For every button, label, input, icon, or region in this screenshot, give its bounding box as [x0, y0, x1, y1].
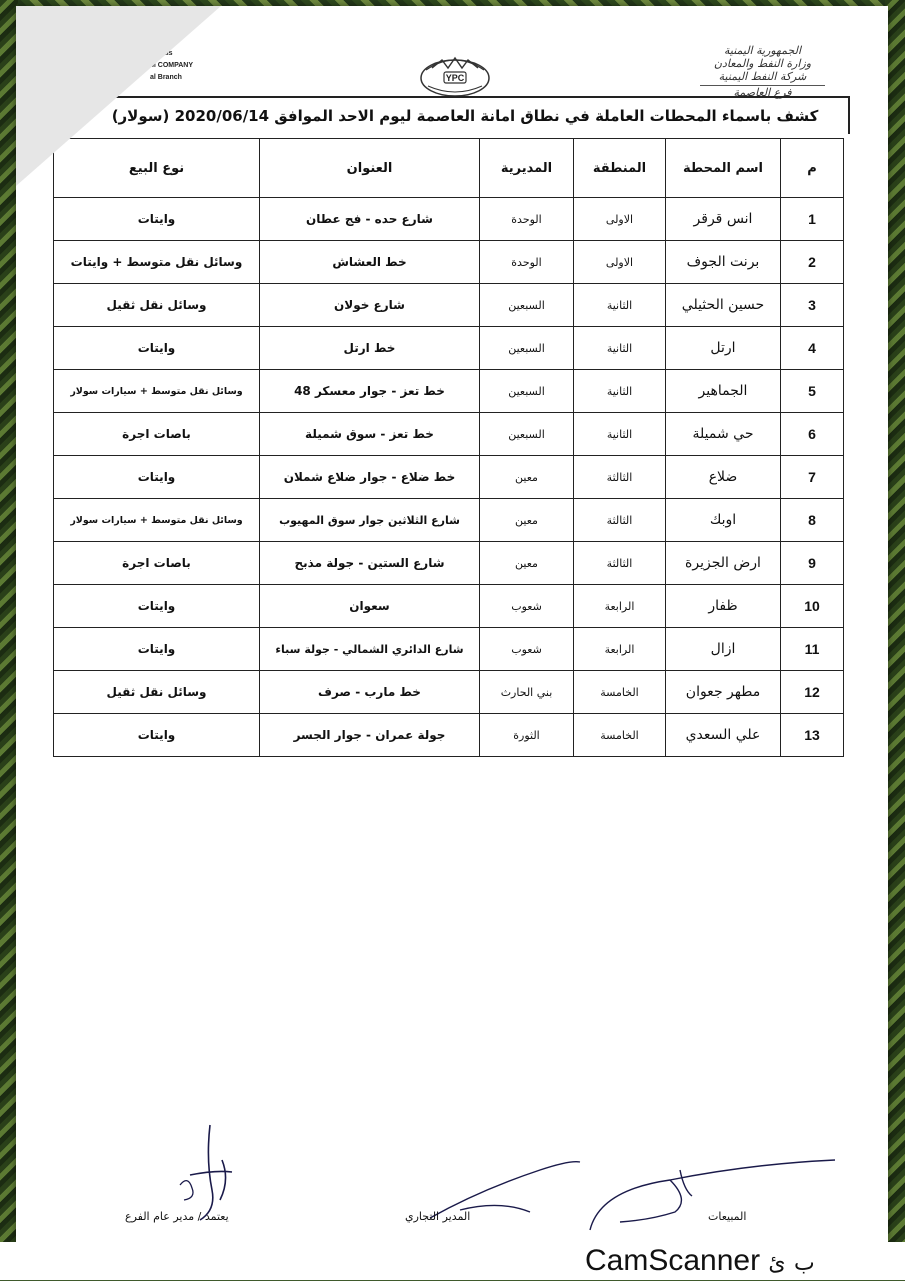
- cell-num: 12: [781, 671, 844, 714]
- cell-station: ضلاع: [666, 456, 781, 499]
- background-texture-right: [885, 0, 905, 1280]
- cell-address: شارع الستين - جولة مذبح: [260, 542, 480, 585]
- cell-station: ارض الجزيرة: [666, 542, 781, 585]
- document-title: كشف باسماء المحطات العاملة في نطاق امانة العاصمة ليوم الاحد الموافق 2020/06/14 (سولار): [111, 107, 819, 125]
- cell-district: معين: [480, 542, 574, 585]
- cell-zone: الثانية: [574, 370, 666, 413]
- cell-address: خط تعز - جوار معسكر 48: [260, 370, 480, 413]
- table-row: [54, 198, 844, 241]
- letterhead-en-line: MEN: [150, 38, 166, 45]
- table-row: [54, 714, 844, 757]
- cell-zone: الخامسة: [574, 671, 666, 714]
- cell-sale-type: وايتات: [54, 628, 260, 671]
- header-address: العنوان: [260, 139, 480, 198]
- cell-station: علي السعدي: [666, 714, 781, 757]
- cell-zone: الاولى: [574, 241, 666, 284]
- cell-district: معين: [480, 456, 574, 499]
- cell-station: حسين الحثيلي: [666, 284, 781, 327]
- cell-station: برنت الجوف: [666, 241, 781, 284]
- cell-sale-type: باصات اجرة: [54, 542, 260, 585]
- cell-zone: الرابعة: [574, 585, 666, 628]
- cell-address: سعوان: [260, 585, 480, 628]
- company-logo: [418, 48, 492, 100]
- cell-num: 10: [781, 585, 844, 628]
- table-row: [54, 499, 844, 542]
- cell-sale-type: وايتات: [54, 585, 260, 628]
- table-row: [54, 628, 844, 671]
- letterhead-en-line: al Branch: [150, 74, 182, 81]
- cell-num: 7: [781, 456, 844, 499]
- cell-station: ظفار: [666, 585, 781, 628]
- cell-address: شارع الدائري الشمالي - جولة سباء: [260, 628, 480, 671]
- sales-signature: [580, 1150, 845, 1240]
- cell-zone: الرابعة: [574, 628, 666, 671]
- table-row: [54, 671, 844, 714]
- cell-district: الوحدة: [480, 241, 574, 284]
- folded-corner: [16, 6, 221, 186]
- cell-district: معين: [480, 499, 574, 542]
- cell-zone: الثانية: [574, 327, 666, 370]
- cell-num: 13: [781, 714, 844, 757]
- cell-address: خط تعز - سوق شميلة: [260, 413, 480, 456]
- table-row: [54, 413, 844, 456]
- cell-station: انس قرقر: [666, 198, 781, 241]
- cell-zone: الخامسة: [574, 714, 666, 757]
- cell-sale-type: وايتات: [54, 198, 260, 241]
- letterhead-ar-line: وزارة النفط والمعادن: [713, 57, 812, 70]
- cell-address: شارع خولان: [260, 284, 480, 327]
- cell-district: السبعين: [480, 370, 574, 413]
- cell-address: شارع حده - فج عطان: [260, 198, 480, 241]
- cell-station: الجماهير: [666, 370, 781, 413]
- cell-sale-type: وايتات: [54, 714, 260, 757]
- cell-address: خط مارب - صرف: [260, 671, 480, 714]
- cell-sale-type: وايتات: [54, 456, 260, 499]
- letterhead-en-line: inerals: [150, 50, 173, 57]
- header-zone: المنطقة: [574, 139, 666, 198]
- cell-zone: الثالثة: [574, 456, 666, 499]
- cell-zone: الثالثة: [574, 542, 666, 585]
- table-row: [54, 585, 844, 628]
- cell-district: السبعين: [480, 413, 574, 456]
- approver-label: يعتمد / مدير عام الفرع: [125, 1210, 229, 1223]
- watermark-brand: CamScanner: [585, 1244, 761, 1277]
- cell-sale-type: وايتات: [54, 327, 260, 370]
- camscanner-watermark: [585, 1244, 815, 1278]
- cell-address: شارع الثلاثين جوار سوق المهيوب: [260, 499, 480, 542]
- table-row: [54, 327, 844, 370]
- table-row: [54, 542, 844, 585]
- cell-station: حي شميلة: [666, 413, 781, 456]
- cell-zone: الثالثة: [574, 499, 666, 542]
- cell-address: جولة عمران - جوار الجسر: [260, 714, 480, 757]
- cell-station: مطهر جعوان: [666, 671, 781, 714]
- letterhead-ar-line: الجمهورية اليمنية: [723, 44, 801, 57]
- table-row: [54, 241, 844, 284]
- header-station: اسم المحطة: [666, 139, 781, 198]
- cell-station: اوبك: [666, 499, 781, 542]
- commercial-manager-label: المدير التجاري: [405, 1210, 471, 1223]
- cell-num: 4: [781, 327, 844, 370]
- cell-zone: الاولى: [574, 198, 666, 241]
- cell-sale-type: وسائل نقل ثقيل: [54, 671, 260, 714]
- cell-district: الثورة: [480, 714, 574, 757]
- table-row: [54, 456, 844, 499]
- cell-sale-type: وسائل نقل متوسط + سيارات سولار: [54, 370, 260, 413]
- cell-sale-type: وسائل نقل متوسط + سيارات سولار: [54, 499, 260, 542]
- cell-district: بني الحارث: [480, 671, 574, 714]
- cell-district: الوحدة: [480, 198, 574, 241]
- letterhead-ar-line: فرع العاصمة: [700, 85, 825, 99]
- table-row: [54, 370, 844, 413]
- cell-num: 6: [781, 413, 844, 456]
- stations-table: [53, 138, 844, 757]
- cell-district: شعوب: [480, 585, 574, 628]
- watermark-prefix: ب: [794, 1251, 815, 1276]
- sales-label: المبيعات: [708, 1210, 747, 1223]
- cell-sale-type: باصات اجرة: [54, 413, 260, 456]
- cell-station: ارتل: [666, 327, 781, 370]
- cell-district: السبعين: [480, 327, 574, 370]
- cell-num: 1: [781, 198, 844, 241]
- cell-num: 3: [781, 284, 844, 327]
- cell-num: 11: [781, 628, 844, 671]
- cell-num: 5: [781, 370, 844, 413]
- cell-num: 2: [781, 241, 844, 284]
- cell-num: 8: [781, 499, 844, 542]
- cell-sale-type: وسائل نقل ثقيل: [54, 284, 260, 327]
- table-row: [54, 284, 844, 327]
- cell-sale-type: وسائل نقل متوسط + وايتات: [54, 241, 260, 284]
- cell-zone: الثانية: [574, 284, 666, 327]
- cell-zone: الثانية: [574, 413, 666, 456]
- cell-num: 9: [781, 542, 844, 585]
- cell-address: خط العشاش: [260, 241, 480, 284]
- letterhead-en-line: M COMPANY: [150, 62, 194, 69]
- header-num: م: [781, 139, 844, 198]
- cell-address: خط ضلاع - جوار ضلاع شملان: [260, 456, 480, 499]
- header-district: المديرية: [480, 139, 574, 198]
- logo-text: YPC: [445, 73, 465, 83]
- cell-district: السبعين: [480, 284, 574, 327]
- letterhead-ar-line: شركة النفط اليمنية: [718, 70, 807, 83]
- watermark-suffix: ئ: [768, 1251, 786, 1276]
- cell-station: ازال: [666, 628, 781, 671]
- header-sale-type: نوع البيع: [54, 139, 260, 198]
- letterhead-arabic: [700, 44, 825, 99]
- cell-address: خط ارتل: [260, 327, 480, 370]
- cell-district: شعوب: [480, 628, 574, 671]
